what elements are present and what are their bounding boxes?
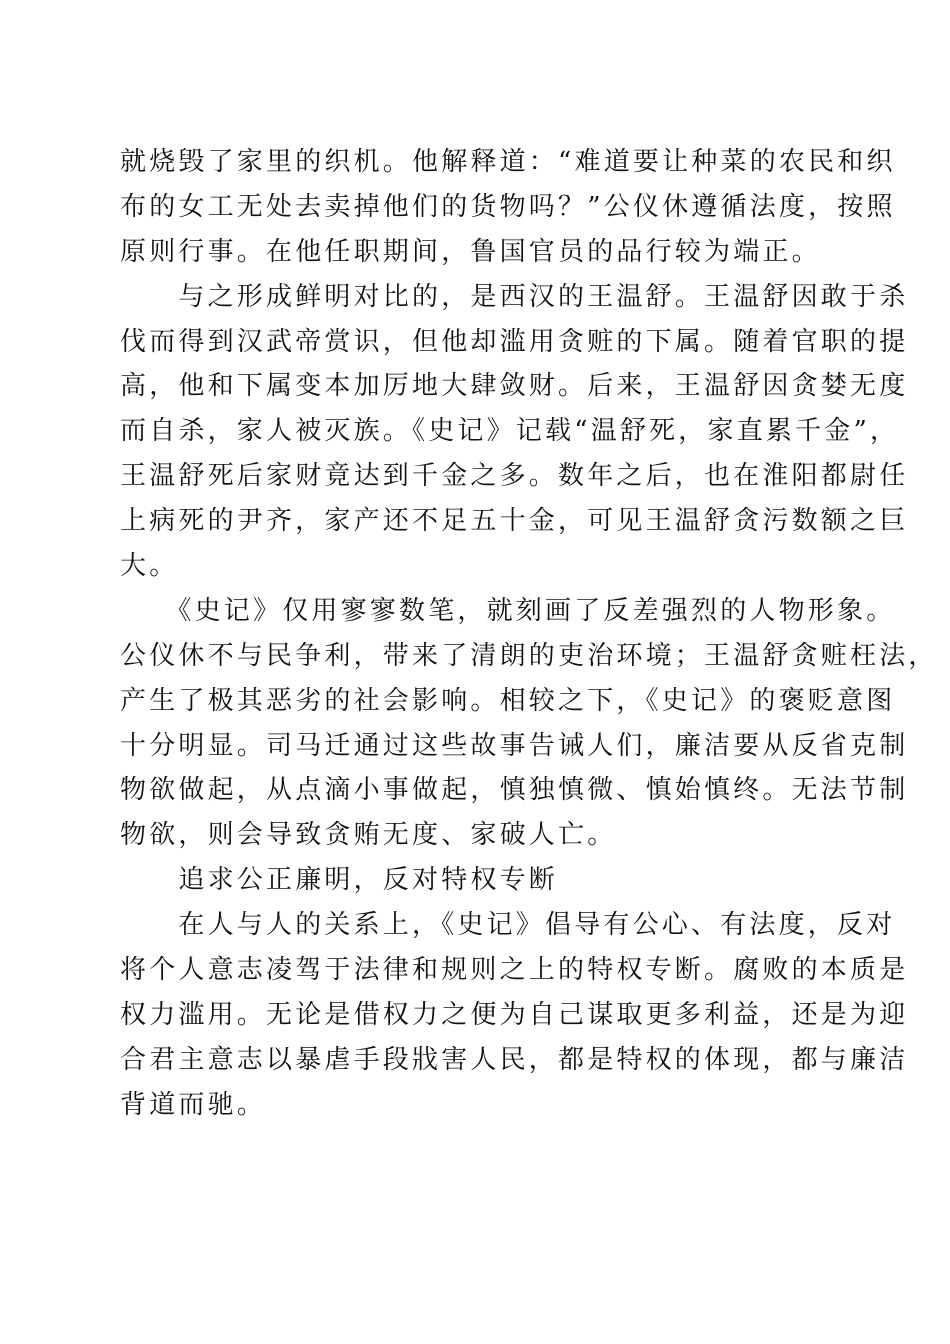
document-body <box>120 140 938 1128</box>
text-line: 就烧毁了家里的织机。他解释道：“难道要让种菜的农民和织 <box>120 147 896 177</box>
text-line: 上病死的尹齐，家产还不足五十金，可见王温舒贪污数额之巨 <box>120 506 909 537</box>
text-line: 公仪休不与民争利，带来了清朗的吏治环境；王温舒贪赃枉法， <box>120 640 938 671</box>
text-line: 大。 <box>120 551 179 582</box>
text-line: 高，他和下属变本加厉地大肆敛财。后来，王温舒因贪婪无度 <box>120 371 909 402</box>
text-line: 将个人意志凌驾于法律和规则之上的特权专断。腐败的本质是 <box>120 955 909 986</box>
text-line: 合君主意志以暴虐手段戕害人民，都是特权的体现，都与廉洁 <box>120 1044 909 1075</box>
text-line: 与之形成鲜明对比的，是西汉的王温舒。王温舒因敢于杀 <box>120 281 909 312</box>
text-line: 在人与人的关系上，《史记》倡导有公心、有法度，反对 <box>120 910 896 941</box>
text-line: 布的女工无处去卖掉他们的货物吗？”公仪休遵循法度，按照 <box>120 191 896 222</box>
text-line: 物欲做起，从点滴小事做起，慎独慎微、慎始慎终。无法节制 <box>120 775 909 806</box>
text-line: 产生了极其恶劣的社会影响。相较之下，《史记》的褒贬意图 <box>120 685 896 716</box>
text-line: 王温舒死后家财竟达到千金之多。数年之后，也在淮阳都尉任 <box>120 461 909 492</box>
text-line: 而自杀，家人被灭族。《史记》记载“温舒死，家直累千金”， <box>120 416 900 447</box>
text-line: 伐而得到汉武帝赏识，但他却滥用贪赃的下属。随着官职的提 <box>120 326 909 357</box>
text-line: 背道而驰。 <box>120 1089 267 1120</box>
text-line: 原则行事。在他任职期间，鲁国官员的品行较为端正。 <box>120 236 821 267</box>
text-line: 十分明显。司马迁通过这些故事告诫人们，廉洁要从反省克制 <box>120 730 909 761</box>
text-line: 权力滥用。无论是借权力之便为自己谋取更多利益，还是为迎 <box>120 999 909 1030</box>
text-line: 物欲，则会导致贪贿无度、家破人亡。 <box>120 820 617 851</box>
section-heading: 追求公正廉明，反对特权专断 <box>120 865 559 896</box>
text-line: 《史记》仅用寥寥数笔，就刻画了反差强烈的人物形象。 <box>120 595 896 626</box>
